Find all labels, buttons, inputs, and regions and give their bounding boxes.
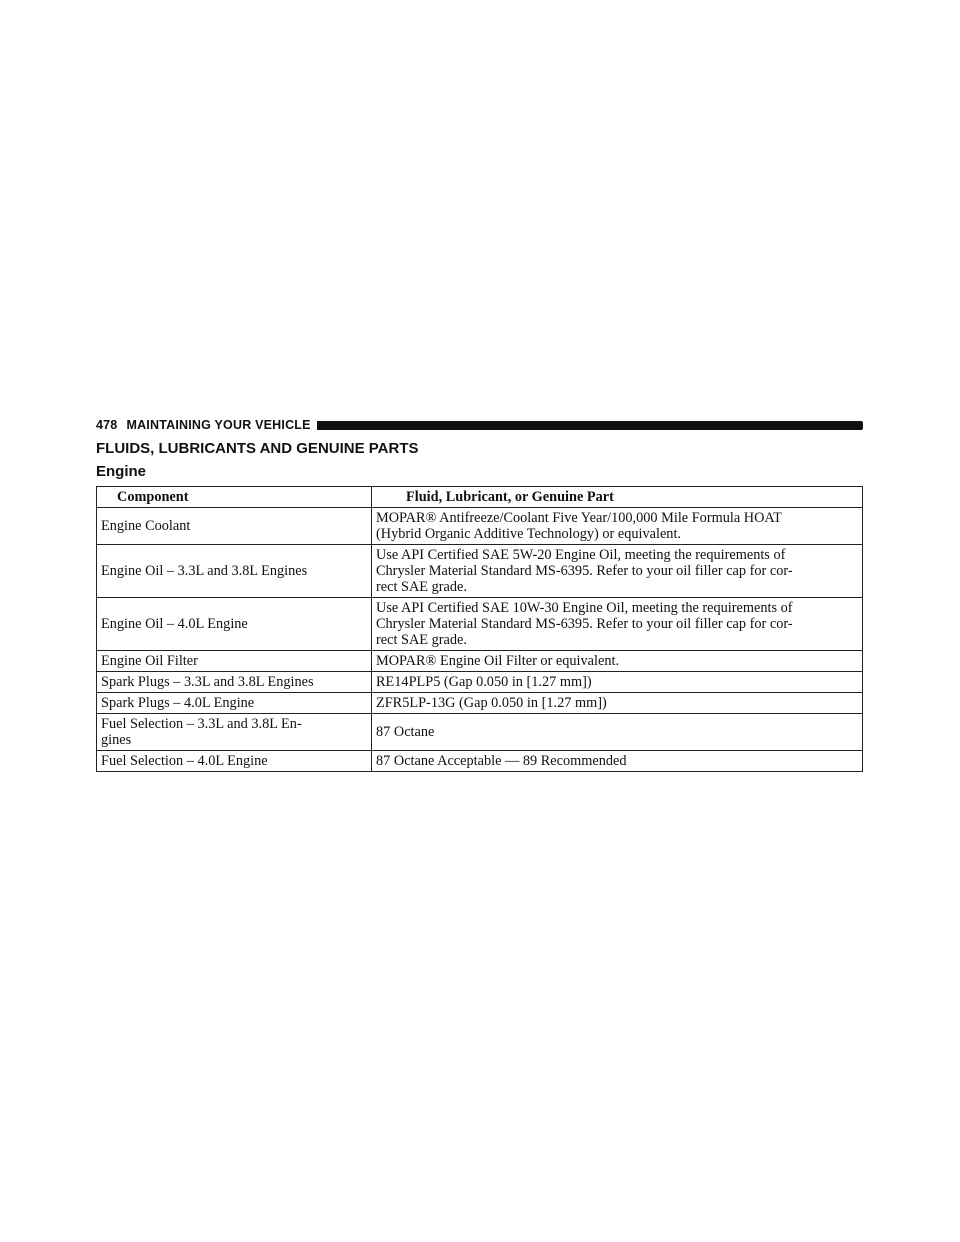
table-row	[97, 751, 863, 772]
part-cell: Use API Certified SAE 5W-20 Engine Oil, meeting the requirements of Chrysler Material Standard MS-6395. Refer to your oil filler cap for cor- rect SAE grade.	[372, 545, 863, 598]
column-header-component: Component	[97, 487, 372, 508]
component-cell: Spark Plugs – 4.0L Engine	[97, 693, 372, 714]
part-cell: Use API Certified SAE 10W-30 Engine Oil, meeting the requirements of Chrysler Material Standard MS-6395. Refer to your oil filler cap for cor- rect SAE grade.	[372, 598, 863, 651]
table-row	[97, 545, 863, 598]
part-cell: RE14PLP5 (Gap 0.050 in [1.27 mm])	[372, 672, 863, 693]
column-header-part: Fluid, Lubricant, or Genuine Part	[372, 487, 863, 508]
part-cell: MOPAR® Antifreeze/Coolant Five Year/100,000 Mile Formula HOAT (Hybrid Organic Additive Technology) or equivalent.	[372, 508, 863, 545]
fluids-table	[96, 486, 863, 772]
part-cell: ZFR5LP-13G (Gap 0.050 in [1.27 mm])	[372, 693, 863, 714]
table-row	[97, 598, 863, 651]
table-row	[97, 651, 863, 672]
part-cell: 87 Octane Acceptable — 89 Recommended	[372, 751, 863, 772]
component-cell: Fuel Selection – 4.0L Engine	[97, 751, 372, 772]
component-cell: Engine Oil – 3.3L and 3.8L Engines	[97, 545, 372, 598]
component-cell: Spark Plugs – 3.3L and 3.8L Engines	[97, 672, 372, 693]
header-rule	[317, 421, 863, 430]
table-row	[97, 672, 863, 693]
section-subtitle: Engine	[96, 463, 147, 480]
part-cell: 87 Octane	[372, 714, 863, 751]
running-header	[96, 418, 863, 432]
component-cell: Engine Coolant	[97, 508, 372, 545]
component-cell: Engine Oil – 4.0L Engine	[97, 598, 372, 651]
table-row	[97, 693, 863, 714]
section-label: MAINTAINING YOUR VEHICLE	[126, 418, 311, 432]
component-cell: Fuel Selection – 3.3L and 3.8L En- gines	[97, 714, 372, 751]
page-number: 478	[96, 418, 118, 432]
table-header-row	[97, 487, 863, 508]
page-title: FLUIDS, LUBRICANTS AND GENUINE PARTS	[96, 440, 419, 457]
table-row	[97, 508, 863, 545]
table-row	[97, 714, 863, 751]
component-cell: Engine Oil Filter	[97, 651, 372, 672]
part-cell: MOPAR® Engine Oil Filter or equivalent.	[372, 651, 863, 672]
